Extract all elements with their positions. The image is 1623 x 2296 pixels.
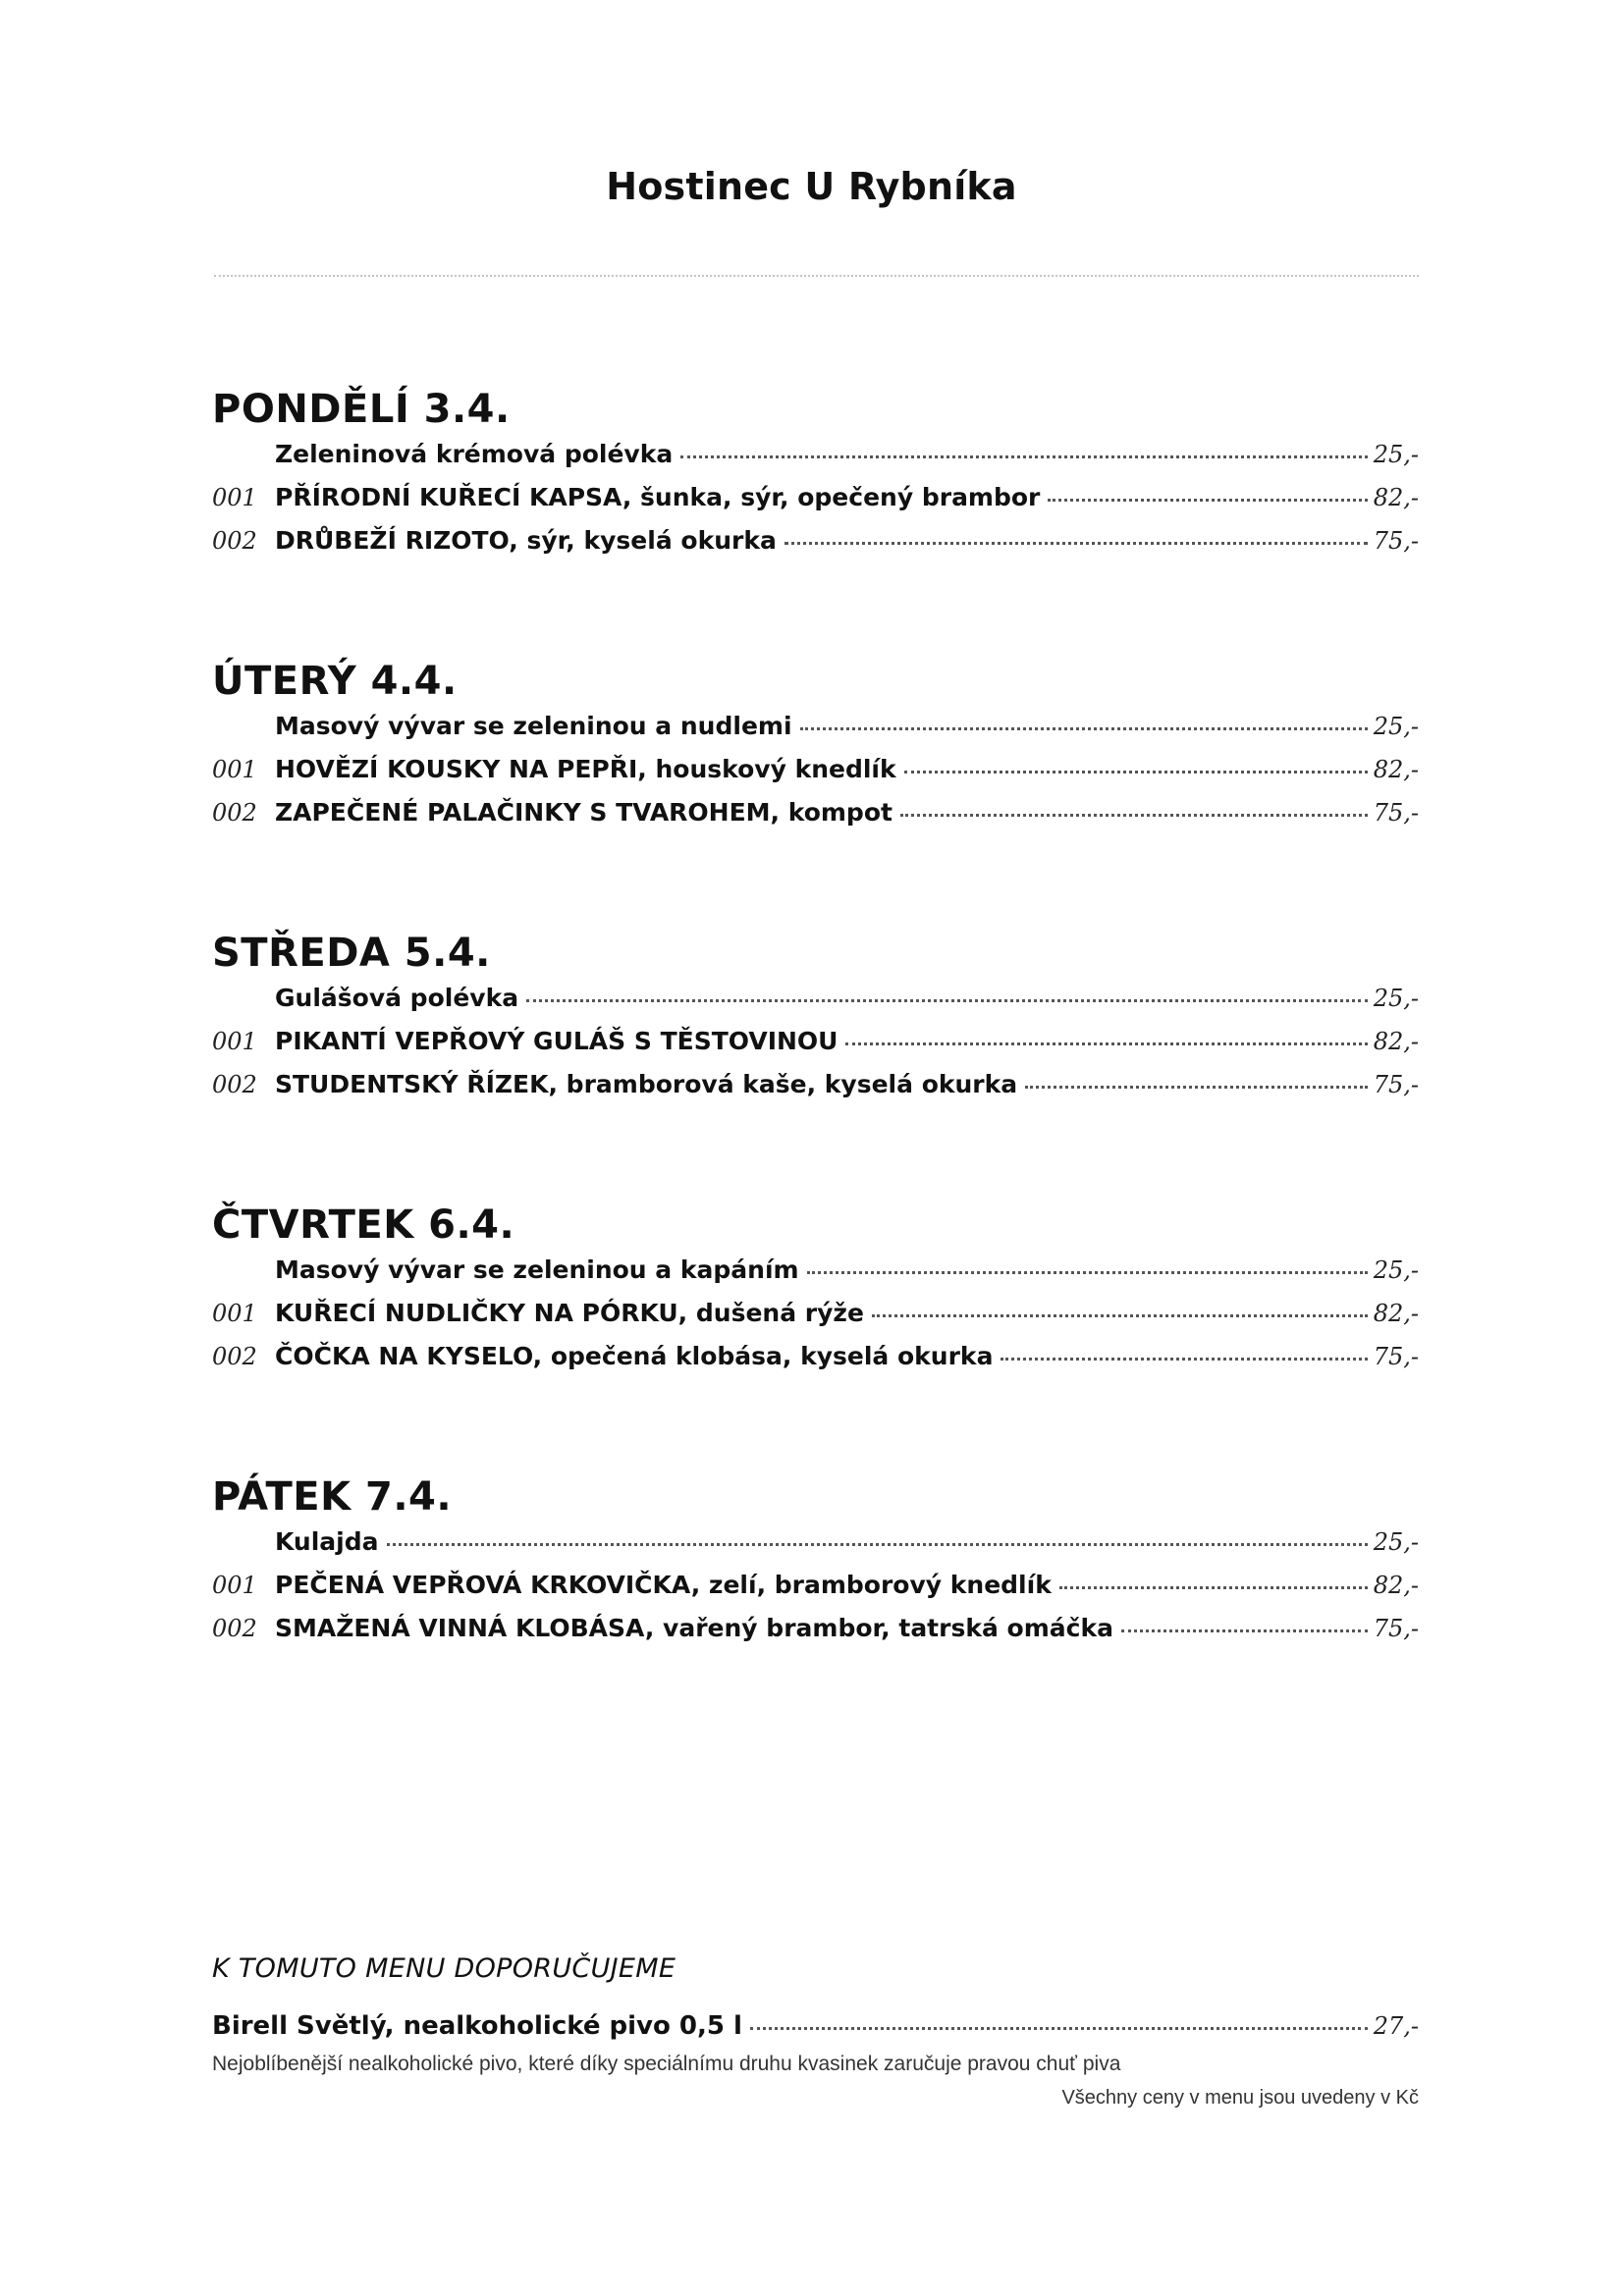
dot-leader <box>904 771 1368 774</box>
dot-leader <box>680 455 1368 458</box>
item-name: KUŘECÍ NUDLIČKY NA PÓRKU, dušená rýže <box>275 1299 864 1327</box>
menu-item-main <box>212 1027 1419 1070</box>
item-price: 25,- <box>1373 1528 1419 1556</box>
dot-leader <box>872 1314 1368 1317</box>
item-code: 001 <box>212 756 257 783</box>
dot-leader <box>1059 1586 1368 1589</box>
item-price: 82,- <box>1373 756 1419 783</box>
day-heading: ČTVRTEK 6.4. <box>212 1202 515 1248</box>
menu-item-soup <box>212 440 1419 483</box>
menu-item-main <box>212 483 1419 526</box>
menu-item-main <box>212 755 1419 798</box>
menu-item-main <box>212 1299 1419 1342</box>
item-code: 002 <box>212 799 257 827</box>
day-section-thursday <box>212 1201 1419 1472</box>
item-name: ČOČKA NA KYSELO, opečená klobása, kyselá okurka <box>275 1342 994 1370</box>
item-name: HOVĚZÍ KOUSKY NA PEPŘI, houskový knedlík <box>275 755 896 783</box>
item-price: 82,- <box>1373 1028 1419 1055</box>
item-name: ZAPEČENÉ PALAČINKY S TVAROHEM, kompot <box>275 798 893 827</box>
recommendation-section <box>212 1953 1419 2076</box>
dot-leader <box>784 542 1368 545</box>
item-price: 25,- <box>1373 1256 1419 1284</box>
item-code: 002 <box>212 527 257 555</box>
dot-leader <box>845 1042 1367 1045</box>
item-name: PIKANTÍ VEPŘOVÝ GULÁŠ S TĚSTOVINOU <box>275 1027 839 1055</box>
day-section-wednesday <box>212 929 1419 1201</box>
item-name: DRŮBEŽÍ RIZOTO, sýr, kyselá okurka <box>275 526 777 555</box>
item-name: Masový vývar se zeleninou a kapáním <box>275 1255 799 1284</box>
item-name: PŘÍRODNÍ KUŘECÍ KAPSA, šunka, sýr, opečený brambor <box>275 483 1041 511</box>
dot-leader <box>750 2027 1368 2030</box>
day-heading: ÚTERÝ 4.4. <box>212 659 458 704</box>
recommendation-heading: K TOMUTO MENU DOPORUČUJEME <box>212 1953 676 1984</box>
item-code: 001 <box>212 1300 257 1327</box>
menu-item-main <box>212 526 1419 569</box>
item-code: 002 <box>212 1071 257 1098</box>
item-name: Kulajda <box>275 1527 379 1556</box>
dot-leader <box>526 999 1368 1002</box>
dot-leader <box>1025 1086 1368 1089</box>
restaurant-title: Hostinec U Rybníka <box>606 165 1017 208</box>
item-code: 001 <box>212 484 257 511</box>
menu-item-soup <box>212 1255 1419 1299</box>
dot-leader <box>1001 1358 1367 1361</box>
item-price: 75,- <box>1373 799 1419 827</box>
item-code: 002 <box>212 1343 257 1370</box>
drink-price: 27,- <box>1373 2012 1419 2040</box>
day-heading: PÁTEK 7.4. <box>212 1474 453 1520</box>
item-name: Gulášová polévka <box>275 984 519 1012</box>
title-divider <box>214 275 1419 277</box>
day-heading: PONDĚLÍ 3.4. <box>212 387 511 432</box>
item-code: 001 <box>212 1028 257 1055</box>
item-price: 25,- <box>1373 985 1419 1012</box>
item-name: Zeleninová krémová polévka <box>275 440 674 468</box>
dot-leader <box>387 1543 1368 1546</box>
day-section-tuesday <box>212 657 1419 929</box>
day-section-monday <box>212 385 1419 657</box>
menu-item-main <box>212 1342 1419 1385</box>
item-name: STUDENTSKÝ ŘÍZEK, bramborová kaše, kyselá okurka <box>275 1070 1018 1098</box>
item-price: 82,- <box>1373 1300 1419 1327</box>
item-price: 82,- <box>1373 1572 1419 1599</box>
weekly-menu <box>212 385 1419 1744</box>
item-price: 75,- <box>1373 1615 1419 1642</box>
dot-leader <box>1121 1629 1368 1632</box>
menu-item-main <box>212 1571 1419 1614</box>
menu-item-soup <box>212 984 1419 1027</box>
item-price: 25,- <box>1373 441 1419 468</box>
item-code: 001 <box>212 1572 257 1599</box>
dot-leader <box>1048 499 1367 502</box>
item-price: 75,- <box>1373 1071 1419 1098</box>
dot-leader <box>807 1271 1368 1274</box>
item-name: SMAŽENÁ VINNÁ KLOBÁSA, vařený brambor, tatrská omáčka <box>275 1614 1113 1642</box>
dot-leader <box>800 727 1368 730</box>
item-name: Masový vývar se zeleninou a nudlemi <box>275 712 792 740</box>
dot-leader <box>900 814 1368 817</box>
drink-name: Birell Světlý, nealkoholické pivo 0,5 l <box>212 2011 742 2041</box>
item-price: 75,- <box>1373 1343 1419 1370</box>
day-section-friday <box>212 1472 1419 1744</box>
item-price: 75,- <box>1373 527 1419 555</box>
menu-item-soup <box>212 712 1419 755</box>
item-price: 82,- <box>1373 484 1419 511</box>
drink-description: Nejoblíbenější nealkoholické pivo, které díky speciálnímu druhu kvasinek zaručuje pravou chuť piva <box>212 2053 1121 2075</box>
menu-item-main <box>212 1070 1419 1113</box>
menu-item-main <box>212 1614 1419 1657</box>
day-heading: STŘEDA 5.4. <box>212 931 491 976</box>
menu-item-soup <box>212 1527 1419 1571</box>
item-name: PEČENÁ VEPŘOVÁ KRKOVIČKA, zelí, bramborový knedlík <box>275 1571 1052 1599</box>
menu-item-main <box>212 798 1419 841</box>
item-code: 002 <box>212 1615 257 1642</box>
price-currency-note: Všechny ceny v menu jsou uvedeny v Kč <box>1061 2087 1419 2109</box>
drink-item <box>212 2011 1419 2053</box>
item-price: 25,- <box>1373 713 1419 740</box>
